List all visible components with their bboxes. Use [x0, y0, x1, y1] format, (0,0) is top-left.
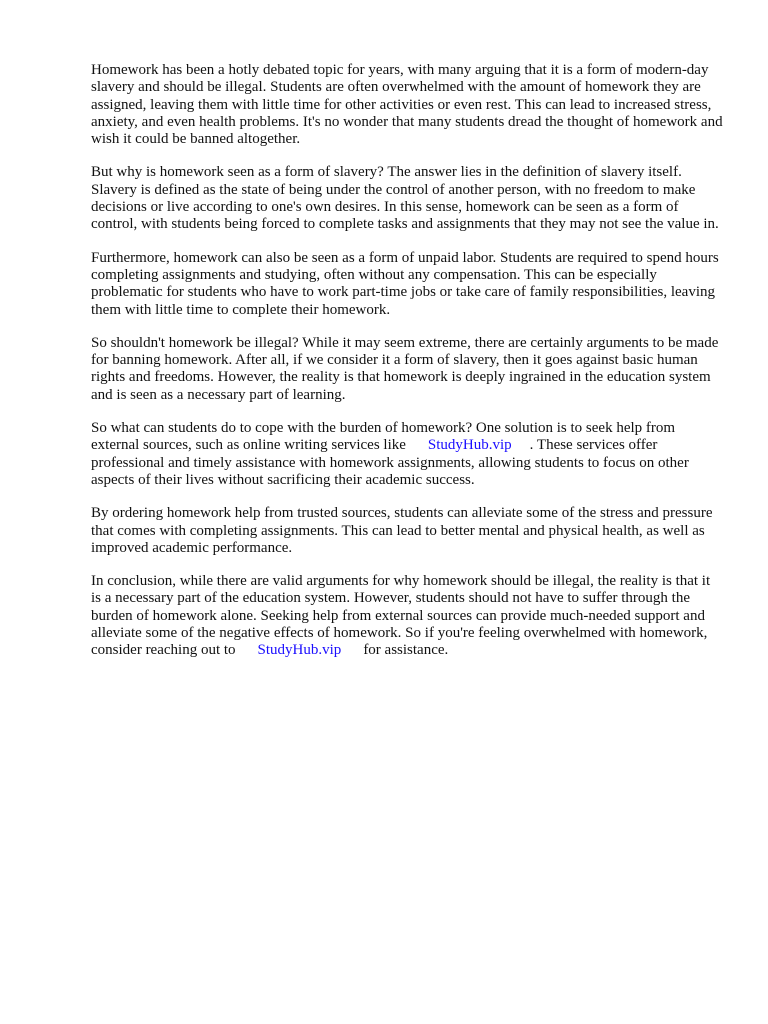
document-body — [91, 62, 723, 676]
paragraph-conclusion — [91, 573, 723, 659]
paragraph-should-be-illegal: So shouldn't homework be illegal? While it may seem extreme, there are certainly arguments to be made for banning homework. After all, if we consider it a form of slavery, then it goes against basic human rights and freedoms. However, the reality is that homework is deeply ingrained in the education system and is seen as a necessary part of learning. — [91, 334, 719, 403]
paragraph-slavery-definition: But why is homework seen as a form of slavery? The answer lies in the definition of slavery itself. Slavery is defined as the state of being under the control of another person, with no freedom to make decisions or live according to one's own desires. In this sense, homework can be seen as a form of control, with students being forced to complete tasks and assignments that they may not see the value in. — [91, 164, 719, 233]
paragraph-coping — [91, 420, 723, 489]
paragraph-coping-text-after: . These services offer professional and timely assistance with homework assignments, allowing students to focus on other aspects of their lives without sacrificing their academic success. — [91, 437, 689, 488]
paragraph-conclusion-text-before: In conclusion, while there are valid arguments for why homework should be illegal, the reality is that it is a necessary part of the education system. However, students should not have to suffer through the burden of homework alone. Seeking help from external sources can provide much-needed support and alleviate some of the negative effects of homework. So if you're feeling overwhelmed with homework, consider reaching out to — [91, 573, 711, 659]
paragraph-unpaid-labor: Furthermore, homework can also be seen as a form of unpaid labor. Students are required to spend hours completing assignments and studying, often without any compensation. This can be especially problematic for students who have to work part-time jobs or take care of family responsibilities, leaving them with little time to complete their homework. — [91, 249, 719, 318]
studyhub-link-conclusion[interactable]: StudyHub.vip — [257, 642, 342, 659]
paragraph-coping-text-before: So what can students do to cope with the burden of homework? One solution is to seek help from external sources, such as online writing services like — [91, 420, 676, 454]
paragraph-ordering-help: By ordering homework help from trusted sources, students can alleviate some of the stress and pressure that comes with completing assignments. This can lead to better mental and physical health, as well as improved academic performance. — [91, 505, 713, 556]
paragraph-conclusion-text-after: for assistance. — [363, 642, 449, 659]
paragraph-intro: Homework has been a hotly debated topic for years, with many arguing that it is a form of modern-day slavery and should be illegal. Students are often overwhelmed with the amount of homework they are assigned, leaving them with little time for other activities or even rest. This can lead to increased stress, anxiety, and even health problems. It's no wonder that many students dread the thought of homework and wish it could be banned altogether. — [91, 62, 723, 148]
studyhub-link[interactable]: StudyHub.vip — [427, 437, 512, 454]
